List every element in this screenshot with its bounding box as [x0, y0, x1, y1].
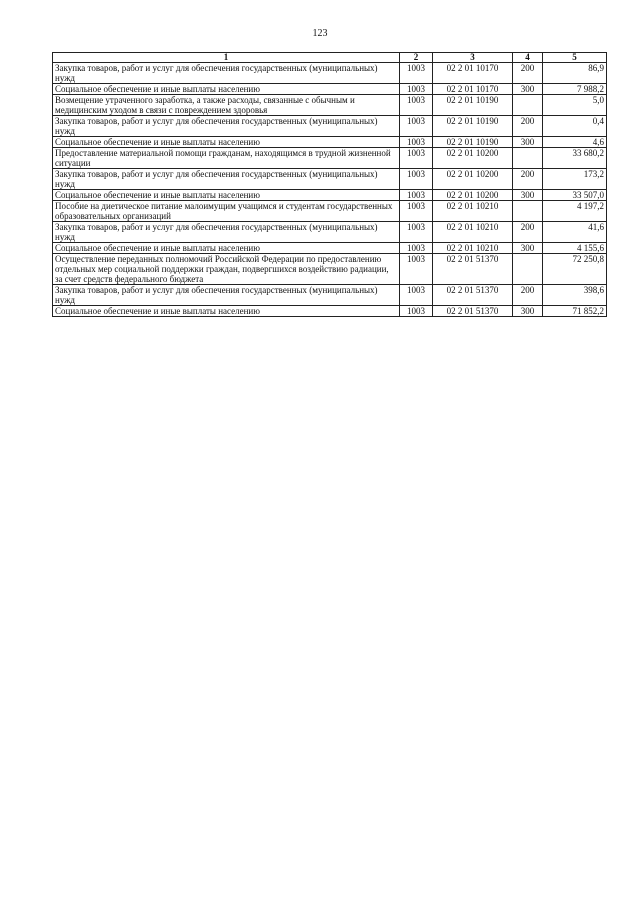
row-name-cell: Закупка товаров, работ и услуг для обеспечения государственных (муниципальных) нужд — [53, 116, 400, 137]
row-name-cell: Закупка товаров, работ и услуг для обеспечения государственных (муниципальных) нужд — [53, 222, 400, 243]
row-name-cell: Социальное обеспечение и иные выплаты населению — [53, 306, 400, 317]
column-header-1: 1 — [53, 53, 400, 63]
table-body — [53, 63, 607, 317]
row-name-cell: Закупка товаров, работ и услуг для обеспечения государственных (муниципальных) нужд — [53, 285, 400, 306]
row-section-cell: 1003 — [400, 222, 433, 243]
row-code-cell: 02 2 01 10200 — [433, 169, 513, 190]
table-row — [53, 137, 607, 148]
row-type-cell: 300 — [513, 190, 543, 201]
row-type-cell: 200 — [513, 222, 543, 243]
row-code-cell: 02 2 01 51370 — [433, 285, 513, 306]
row-type-cell — [513, 95, 543, 116]
row-type-cell: 300 — [513, 84, 543, 95]
row-name-cell: Возмещение утраченного заработка, а также расходы, связанные с обычным и медицинским уходом в связи с повреждением здоровья — [53, 95, 400, 116]
row-section-cell: 1003 — [400, 137, 433, 148]
row-type-cell: 300 — [513, 306, 543, 317]
row-name-cell: Предоставление материальной помощи гражданам, находящимся в трудной жизненной ситуации — [53, 148, 400, 169]
column-header-3: 3 — [433, 53, 513, 63]
table-row — [53, 84, 607, 95]
row-type-cell — [513, 148, 543, 169]
table-row — [53, 285, 607, 306]
column-header-5: 5 — [543, 53, 607, 63]
row-name-cell: Социальное обеспечение и иные выплаты населению — [53, 190, 400, 201]
row-code-cell: 02 2 01 51370 — [433, 306, 513, 317]
row-amount-cell: 4,6 — [543, 137, 607, 148]
row-amount-cell: 7 988,2 — [543, 84, 607, 95]
row-amount-cell: 41,6 — [543, 222, 607, 243]
column-header-2: 2 — [400, 53, 433, 63]
row-type-cell: 200 — [513, 285, 543, 306]
table-row — [53, 190, 607, 201]
row-type-cell — [513, 201, 543, 222]
row-name-cell: Закупка товаров, работ и услуг для обеспечения государственных (муниципальных) нужд — [53, 63, 400, 84]
row-code-cell: 02 2 01 10210 — [433, 201, 513, 222]
row-section-cell: 1003 — [400, 169, 433, 190]
budget-table — [52, 52, 607, 317]
row-type-cell: 200 — [513, 169, 543, 190]
table-row — [53, 201, 607, 222]
row-type-cell: 200 — [513, 63, 543, 84]
table-row — [53, 95, 607, 116]
row-code-cell: 02 2 01 10210 — [433, 243, 513, 254]
table-row — [53, 169, 607, 190]
row-section-cell: 1003 — [400, 201, 433, 222]
table-row — [53, 254, 607, 285]
row-section-cell: 1003 — [400, 116, 433, 137]
row-amount-cell: 5,0 — [543, 95, 607, 116]
row-amount-cell: 86,9 — [543, 63, 607, 84]
row-amount-cell: 33 507,0 — [543, 190, 607, 201]
row-name-cell: Закупка товаров, работ и услуг для обеспечения государственных (муниципальных) нужд — [53, 169, 400, 190]
row-code-cell: 02 2 01 10170 — [433, 63, 513, 84]
row-section-cell: 1003 — [400, 63, 433, 84]
row-type-cell: 300 — [513, 137, 543, 148]
row-section-cell: 1003 — [400, 243, 433, 254]
row-section-cell: 1003 — [400, 254, 433, 285]
row-amount-cell: 33 680,2 — [543, 148, 607, 169]
table-row — [53, 63, 607, 84]
row-name-cell: Социальное обеспечение и иные выплаты населению — [53, 137, 400, 148]
row-amount-cell: 72 250,8 — [543, 254, 607, 285]
row-section-cell: 1003 — [400, 190, 433, 201]
row-section-cell: 1003 — [400, 148, 433, 169]
table-row — [53, 222, 607, 243]
row-section-cell: 1003 — [400, 84, 433, 95]
row-amount-cell: 4 155,6 — [543, 243, 607, 254]
row-name-cell: Социальное обеспечение и иные выплаты населению — [53, 84, 400, 95]
row-section-cell: 1003 — [400, 306, 433, 317]
row-code-cell: 02 2 01 10200 — [433, 148, 513, 169]
table-header-row — [53, 53, 607, 63]
row-code-cell: 02 2 01 10200 — [433, 190, 513, 201]
row-code-cell: 02 2 01 10190 — [433, 137, 513, 148]
row-section-cell: 1003 — [400, 95, 433, 116]
row-name-cell: Осуществление переданных полномочий Российской Федерации по предоставлению отдельных мер социальной поддержки граждан, подвергшихся воздействию радиации, за счет средств федерального бюджета — [53, 254, 400, 285]
page-number: 123 — [312, 28, 328, 39]
row-code-cell: 02 2 01 10170 — [433, 84, 513, 95]
row-code-cell: 02 2 01 10190 — [433, 95, 513, 116]
row-name-cell: Социальное обеспечение и иные выплаты населению — [53, 243, 400, 254]
row-amount-cell: 0,4 — [543, 116, 607, 137]
row-name-cell: Пособие на диетическое питание малоимущим учащимся и студентам государственных образовательных организаций — [53, 201, 400, 222]
row-type-cell — [513, 254, 543, 285]
row-section-cell: 1003 — [400, 285, 433, 306]
table-row — [53, 148, 607, 169]
row-code-cell: 02 2 01 51370 — [433, 254, 513, 285]
row-code-cell: 02 2 01 10190 — [433, 116, 513, 137]
table-row — [53, 243, 607, 254]
table-row — [53, 116, 607, 137]
row-amount-cell: 71 852,2 — [543, 306, 607, 317]
row-amount-cell: 4 197,2 — [543, 201, 607, 222]
row-amount-cell: 398,6 — [543, 285, 607, 306]
row-type-cell: 200 — [513, 116, 543, 137]
column-header-4: 4 — [513, 53, 543, 63]
table-row — [53, 306, 607, 317]
row-amount-cell: 173,2 — [543, 169, 607, 190]
row-code-cell: 02 2 01 10210 — [433, 222, 513, 243]
row-type-cell: 300 — [513, 243, 543, 254]
